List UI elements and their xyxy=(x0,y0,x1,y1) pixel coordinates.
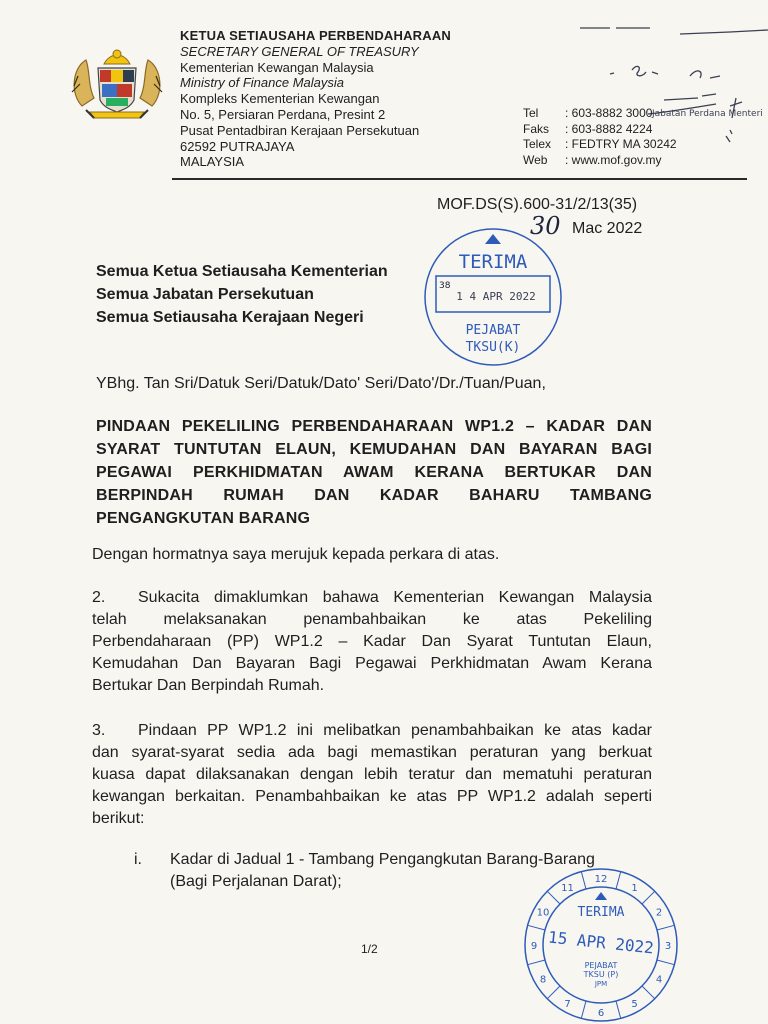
paragraph-line: kuasa dapat dilaksanakan dengan lebih teratur dan mematuhi peraturan xyxy=(92,766,652,783)
paragraph-text: Dengan hormatnya saya merujuk kepada perkara di atas. xyxy=(92,546,500,563)
date-day-handwritten: 30 xyxy=(530,212,561,240)
stamp-dial-tick xyxy=(547,986,560,999)
contact-website: Web : www.mof.gov.my xyxy=(523,152,662,167)
stamp-dial-tick xyxy=(657,960,674,965)
contact-telephone: Tel : 603-8882 3000 xyxy=(523,106,653,120)
paragraph-number: 3. xyxy=(92,722,106,739)
letterhead-title: KETUA SETIAUSAHA PERBENDAHARAAN xyxy=(180,28,452,43)
letterhead-title-en: SECRETARY GENERAL OF TREASURY xyxy=(180,43,419,59)
list-item-text: (Bagi Perjalanan Darat); xyxy=(170,873,342,890)
stamp-dial-tick xyxy=(642,891,655,904)
letterhead-address-line: MALAYSIA xyxy=(180,154,245,170)
paragraph-line: Bertukar Dan Berpindah Rumah. xyxy=(92,677,325,694)
page-number: 1/2 xyxy=(361,942,378,956)
stamp-dial-tick xyxy=(547,891,560,904)
subject-line: PEGAWAI PERKHIDMATAN AWAM KERANA BERTUKAR DAN xyxy=(96,464,652,481)
stamp-dial-number: 2 xyxy=(655,907,663,919)
stamp-dial-tick xyxy=(642,986,655,999)
salutation: YBhg. Tan Sri/Datuk Seri/Datuk/Dato' Seri/Dato'/Dr./Tuan/Puan, xyxy=(96,375,546,392)
letterhead-address-line: No. 5, Persiaran Perdana, Presint 2 xyxy=(180,106,386,122)
addressee-block xyxy=(96,260,388,329)
stamp-dial-number: 7 xyxy=(564,999,571,1010)
stamp-title: TERIMA xyxy=(458,251,528,273)
stamp-dial-tick xyxy=(657,925,674,930)
stamp-office-line: PEJABAT xyxy=(584,961,618,970)
stamp-dial-number: 4 xyxy=(655,974,663,986)
stamp-dial-number: 8 xyxy=(539,974,547,986)
letterhead-organisation xyxy=(180,28,510,170)
addressee-line: Semua Jabatan Persekutuan xyxy=(96,286,314,303)
letterhead-address-line: Pusat Pentadbiran Kerajaan Persekutuan xyxy=(180,122,420,138)
date-month-year: Mac 2022 xyxy=(572,220,643,237)
subject-heading xyxy=(96,415,652,530)
stamp-dial-tick xyxy=(616,1001,621,1018)
letterhead-divider xyxy=(172,178,747,180)
paragraph-1 xyxy=(92,544,652,566)
subject-line: PINDAAN PEKELILING PERBENDAHARAAN WP1.2 – KADAR DAN xyxy=(96,418,652,435)
paragraph-2 xyxy=(92,587,652,697)
addressee-line: Semua Setiausaha Kerajaan Negeri xyxy=(96,309,364,326)
paragraph-line: berikut: xyxy=(92,810,145,827)
stamp-office-line: JPM xyxy=(594,980,608,988)
contact-telex: Telex : FEDTRY MA 30242 xyxy=(523,137,677,151)
paragraph-line: Sukacita dimaklumkan bahawa Kementerian Kewangan Malaysia xyxy=(138,589,652,606)
stamp-title: TERIMA xyxy=(577,905,625,920)
stamp-dial-tick xyxy=(581,872,586,889)
addressee-line: Semua Ketua Setiausaha Kementerian xyxy=(96,263,388,280)
contact-fax: Faks : 603-8882 4224 xyxy=(523,121,653,136)
list-item-number: i. xyxy=(134,851,142,868)
stamp-dial-number: 11 xyxy=(561,883,574,894)
stamp-office-line: TKSU(K) xyxy=(465,340,521,355)
letterhead-address-line: 62592 PUTRAJAYA xyxy=(180,138,295,154)
paragraph-line: telah melaksanakan penambahbaikan ke atas Pekeliling xyxy=(92,611,652,628)
stamp-dial-number: 5 xyxy=(631,999,638,1010)
paragraph-3 xyxy=(92,720,652,830)
stamp-dial-number: 12 xyxy=(594,874,608,885)
stamp-handwritten-number: 38 xyxy=(439,281,451,291)
paragraph-line: Kemudahan Dan Bayaran Bagi Pegawai Perkhidmatan Awam Kerana xyxy=(92,655,652,672)
paragraph-line: kewangan berkaitan. Penambahbaikan ke atas PP WP1.2 adalah seperti xyxy=(92,788,652,805)
list-item-text: Kadar di Jadual 1 - Tambang Pengangkutan Barang-Barang xyxy=(170,851,595,868)
stamp-dial-tick xyxy=(616,872,621,889)
stamp-dial-number: 6 xyxy=(597,1008,605,1019)
subject-line: BERPINDAH RUMAH DAN KADAR BAHARU TAMBANG xyxy=(96,487,652,504)
stamp-dial-tick xyxy=(528,960,545,965)
letterhead-ministry: Kementerian Kewangan Malaysia xyxy=(180,59,374,75)
received-stamp-bottom xyxy=(522,866,680,1024)
letterhead-ministry-en: Ministry of Finance Malaysia xyxy=(180,75,344,91)
paragraph-line: Perbendaharaan (PP) WP1.2 – Kadar Dan Syarat Tuntutan Elaun, xyxy=(92,633,652,650)
subject-line: PENGANGKUTAN BARANG xyxy=(96,510,311,527)
subject-line: SYARAT TUNTUTAN ELAUN, KEMUDAHAN DAN BAYARAN BAGI xyxy=(96,441,652,458)
malaysia-coat-of-arms-logo xyxy=(64,46,170,122)
stamp-dial-number: 1 xyxy=(631,883,638,894)
received-stamp-top xyxy=(422,226,564,368)
stamp-date: 1 4 APR 2022 xyxy=(456,290,536,303)
letterhead-address-line: Kompleks Kementerian Kewangan xyxy=(180,91,380,107)
paragraph-line: dan syarat-syarat sedia ada bagi memastikan peraturan yang berkuat xyxy=(92,744,652,761)
stamp-dial-tick xyxy=(581,1001,586,1018)
handwritten-note: Jabatan Perdana Menteri xyxy=(652,109,763,119)
paragraph-line: Pindaan PP WP1.2 ini melibatkan penambahbaikan ke atas kadar xyxy=(138,722,652,739)
letterhead-contacts xyxy=(523,106,677,168)
stamp-date: 15 APR 2022 xyxy=(547,927,655,958)
paragraph-number: 2. xyxy=(92,589,106,606)
reference-number: MOF.DS(S).600-31/2/13(35) xyxy=(437,196,638,213)
stamp-dial-number: 3 xyxy=(664,941,672,952)
stamp-office-line: PEJABAT xyxy=(465,323,521,338)
stamp-dial-number: 9 xyxy=(530,941,538,952)
stamp-dial-number: 10 xyxy=(536,907,550,919)
stamp-office-line: TKSU (P) xyxy=(583,970,619,979)
stamp-dial-tick xyxy=(528,925,545,930)
